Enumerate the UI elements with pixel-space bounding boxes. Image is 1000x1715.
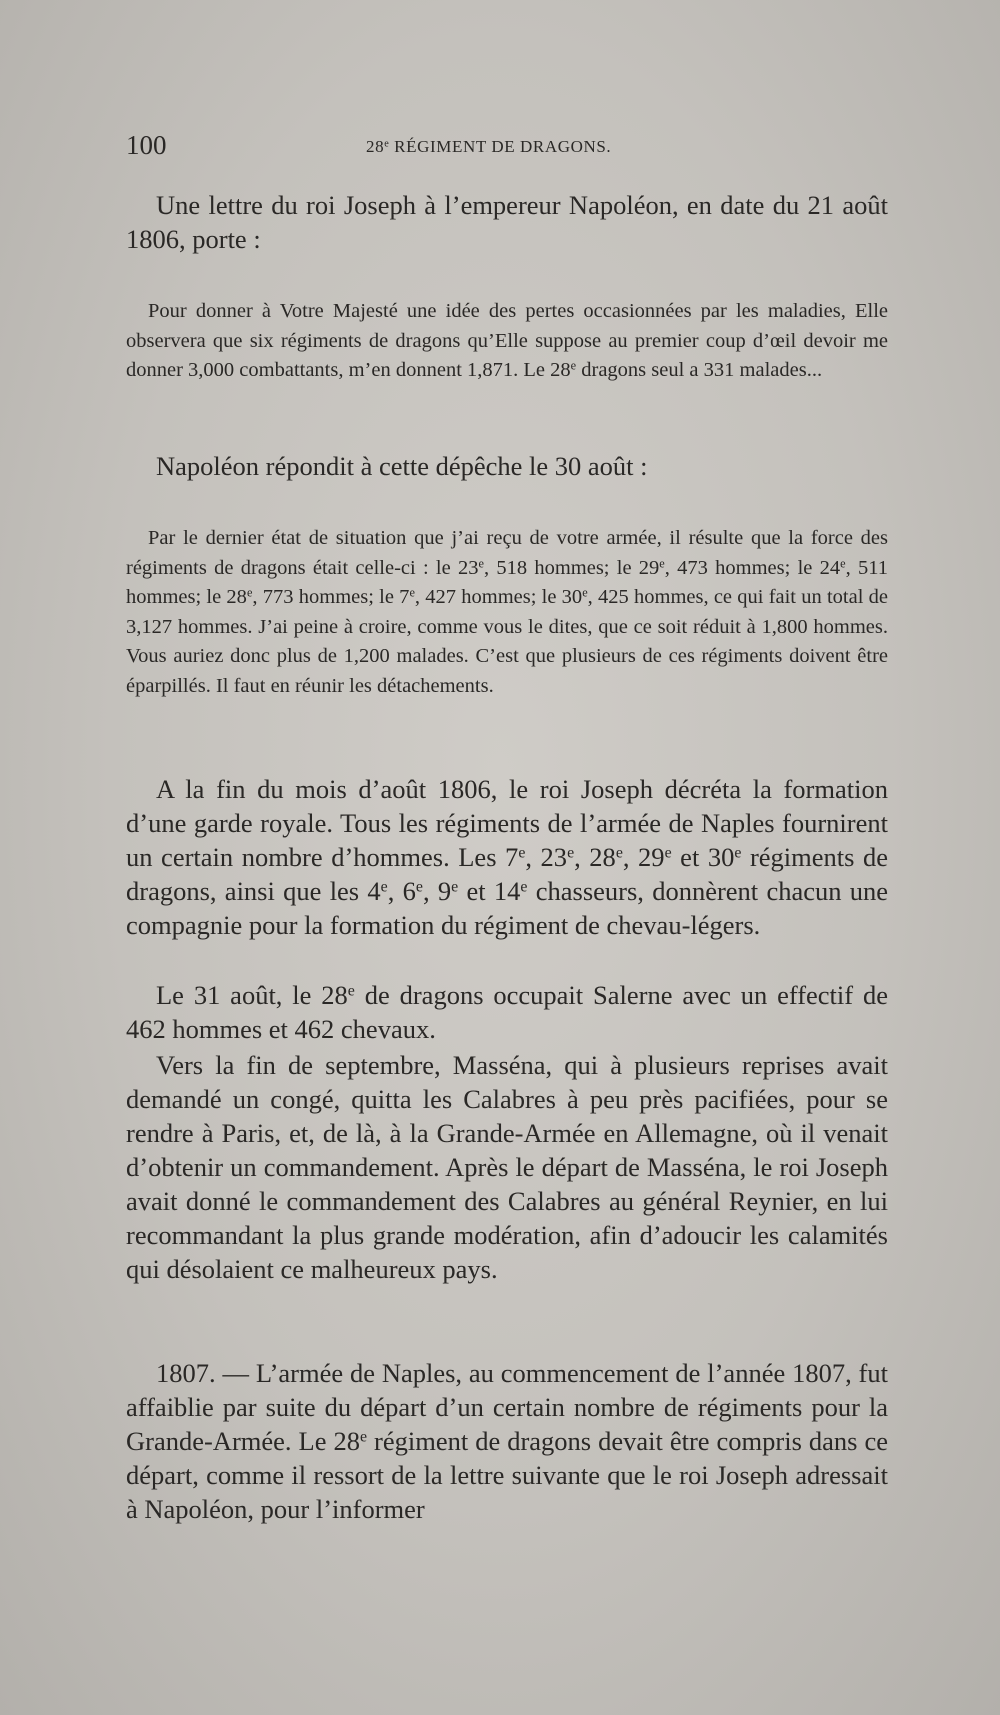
paragraph-massena: Vers la fin de septembre, Masséna, qui à plusieurs reprises avait demandé un congé, quitta les Calabres à peu près pacifiées, pour se rendre à Paris, et, de là, à la Grande-Armée en Allemagne, où il venait d’obtenir un commandement. Après le départ de Masséna, le roi Joseph avait donné le commandement des Calabres au général Reynier, en lui recommandant la plus grande modération, afin d’adoucir les calamités qui désolaient ce malheureux pays. — [126, 1050, 888, 1284]
paragraph-salerne: Le 31 août, le 28e de dragons occupait Salerne avec un effectif de 462 hommes et 462 chevaux. — [126, 980, 888, 1044]
paragraph-1807: 1807. — L’armée de Naples, au commencement de l’année 1807, fut affaiblie par suite du départ d’un certain nombre de régiments pour la Grande-Armée. Le 28e régiment de dragons devait être compris dans ce départ, comme il ressort de la lettre suivante que le roi Joseph adressait à Napoléon, pour l’informer — [126, 1358, 888, 1524]
paragraph-royal-guard: A la fin du mois d’août 1806, le roi Joseph décréta la formation d’une garde royale. Tous les régiments de l’armée de Naples fournirent un certain nombre d’hommes. Les 7e, 23e, 28e, 29e et 30e régiments de dragons, ainsi que les 4e, 6e, 9e et 14e chasseurs, donnèrent chacun une compagnie pour la formation du régiment de chevau-légers. — [126, 774, 889, 940]
quote-napoleon-letter: Par le dernier état de situation que j’ai reçu de votre armée, il résulte que la force des régiments de dragons était celle-ci : le 23e, 518 hommes; le 29e, 473 hommes; le 24e, 511 hommes; le 28e, 773 hommes; le 7e, 427 hommes; le 30e, 425 hommes, ce qui fait un total de 3,127 hommes. J’ai peine à croire, comme vous le dites, que ce soit réduit à 1,800 hommes. Vous auriez donc plus de 1,200 malades. C’est que plusieurs de ces régiments doivent être éparpillés. Il faut en réunir les détachements. — [126, 527, 888, 697]
quote-joseph-letter: Pour donner à Votre Majesté une idée des pertes occasionnées par les maladies, Elle observera que six régiments de dragons qu’Elle suppose au premier coup d’œil devoir me donner 3,000 combattants, m’en donnent 1,871. Le 28e dragons seul a 331 malades... — [126, 300, 888, 381]
page-header — [126, 130, 888, 164]
running-head: 28e RÉGIMENT DE DRAGONS. — [366, 137, 612, 156]
paragraph-napoleon-reply: Napoléon répondit à cette dépêche le 30 août : — [156, 451, 648, 481]
page-number: 100 — [126, 130, 167, 160]
paragraph-intro-letter: Une lettre du roi Joseph à l’empereur Napoléon, en date du 21 août 1806, porte : — [126, 190, 888, 254]
